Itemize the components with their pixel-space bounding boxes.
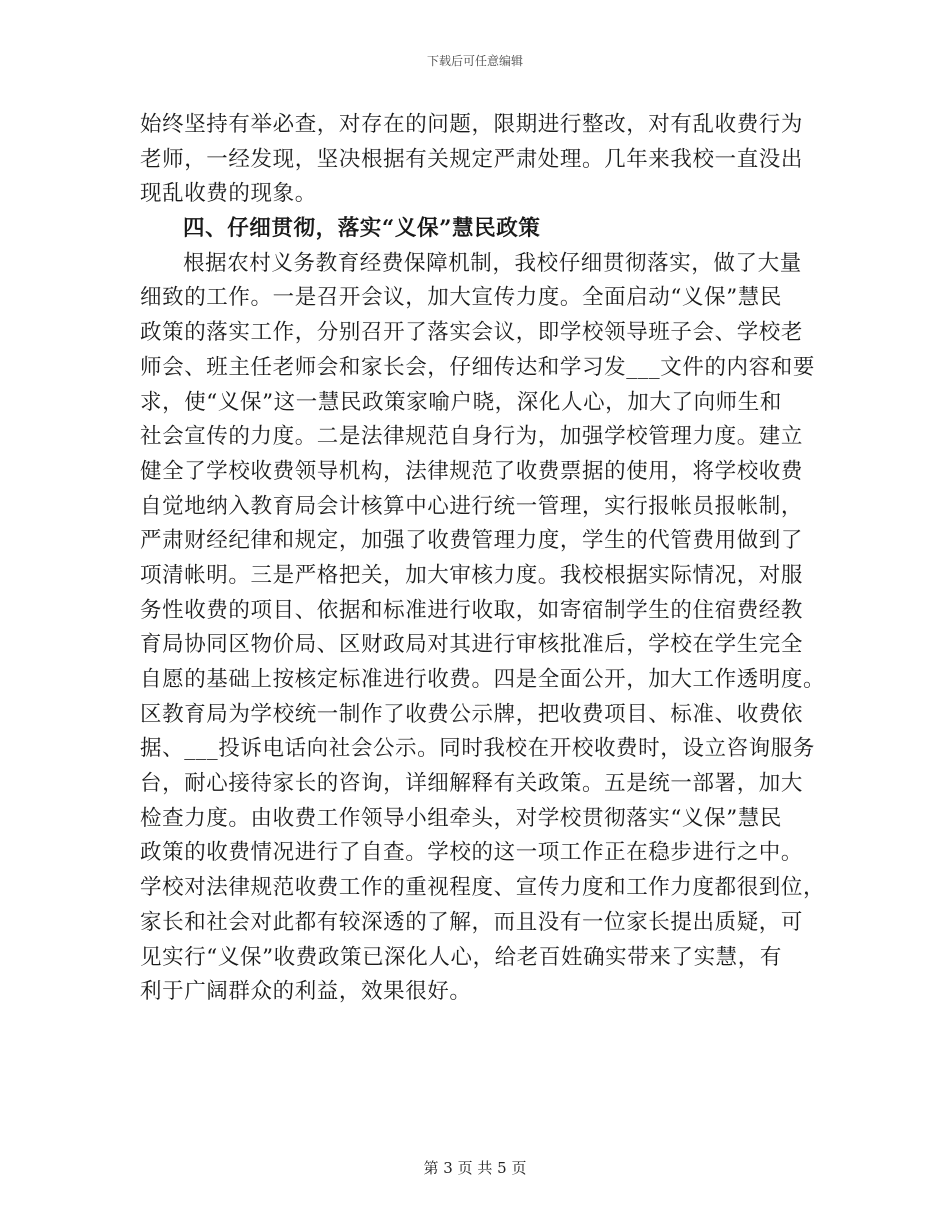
paragraph-line: 政策的落实工作，分别召开了落实会议，即学校领导班子会、学校老 — [140, 320, 804, 346]
paragraph-line: 健全了学校收费领导机构，法律规范了收费票据的使用，将学校收费 — [140, 458, 804, 484]
page-header-note: 下载后可任意编辑 — [426, 54, 523, 68]
paragraph-line: 政策的收费情况进行了自查。学校的这一项工作正在稳步进行之中。 — [140, 840, 804, 866]
paragraph-line: 务性收费的项目、依据和标准进行收取，如寄宿制学生的住宿费经教 — [140, 597, 804, 623]
paragraph-line: 老师，一经发现，坚决根据有关规定严肃处理。几年来我校一直没出 — [140, 146, 804, 172]
paragraph-line: 自觉地纳入教育局会计核算中心进行统一管理，实行报帐员报帐制， — [140, 493, 804, 519]
section-heading: 四、仔细贯彻，落实“义保”慧民政策 — [183, 216, 541, 242]
paragraph-line: 社会宣传的力度。二是法律规范自身行为，加强学校管理力度。建立 — [140, 424, 804, 450]
paragraph-line: 师会、班主任老师会和家长会，仔细传达和学习发___文件的内容和要 — [140, 354, 815, 380]
paragraph-line: 项清帐明。三是严格把关，加大审核力度。我校根据实际情况，对服 — [140, 562, 804, 588]
paragraph-line: 严肃财经纪律和规定，加强了收费管理力度，学生的代管费用做到了 — [140, 528, 804, 554]
paragraph-line: 检查力度。由收费工作领导小组牵头，对学校贯彻落实“义保”慧民 — [140, 805, 782, 831]
paragraph-line: 据、___投诉电话向社会公示。同时我校在开校收费时，设立咨询服务 — [140, 736, 815, 762]
paragraph-line: 利于广阔群众的利益，效果很好。 — [140, 979, 472, 1005]
paragraph-line: 始终坚持有举必查，对存在的问题，限期进行整改，对有乱收费行为 — [140, 112, 804, 137]
paragraph-line: 根据农村义务教育经费保障机制，我校仔细贯彻落实，做了大量 — [183, 250, 802, 276]
paragraph-line: 见实行“义保”收费政策已深化人心，给老百姓确实带来了实慧，有 — [140, 944, 782, 970]
paragraph-line: 区教育局为学校统一制作了收费公示牌，把收费项目、标准、收费依 — [140, 701, 804, 727]
paragraph-line: 台，耐心接待家长的咨询，详细解释有关政策。五是统一部署，加大 — [140, 771, 804, 797]
paragraph-line: 求，使“义保”这一慧民政策家喻户晓，深化人心，加大了向师生和 — [140, 389, 782, 415]
paragraph-line: 家长和社会对此都有较深透的了解，而且没有一位家长提出质疑，可 — [140, 909, 804, 935]
paragraph-line: 自愿的基础上按核定标准进行收费。四是全面公开，加大工作透明度。 — [140, 667, 826, 692]
paragraph-line: 学校对法律规范收费工作的重视程度、宣传力度和工作力度都很到位， — [140, 875, 826, 901]
paragraph-line: 现乱收费的现象。 — [140, 181, 317, 207]
paragraph-line: 细致的工作。一是召开会议，加大宣传力度。全面启动“义保”慧民 — [140, 285, 782, 311]
paragraph-line: 育局协同区物价局、区财政局对其进行审核批准后，学校在学生完全 — [140, 632, 804, 658]
page-number: 第 3 页 共 5 页 — [423, 1159, 527, 1177]
document-body — [140, 108, 826, 1010]
